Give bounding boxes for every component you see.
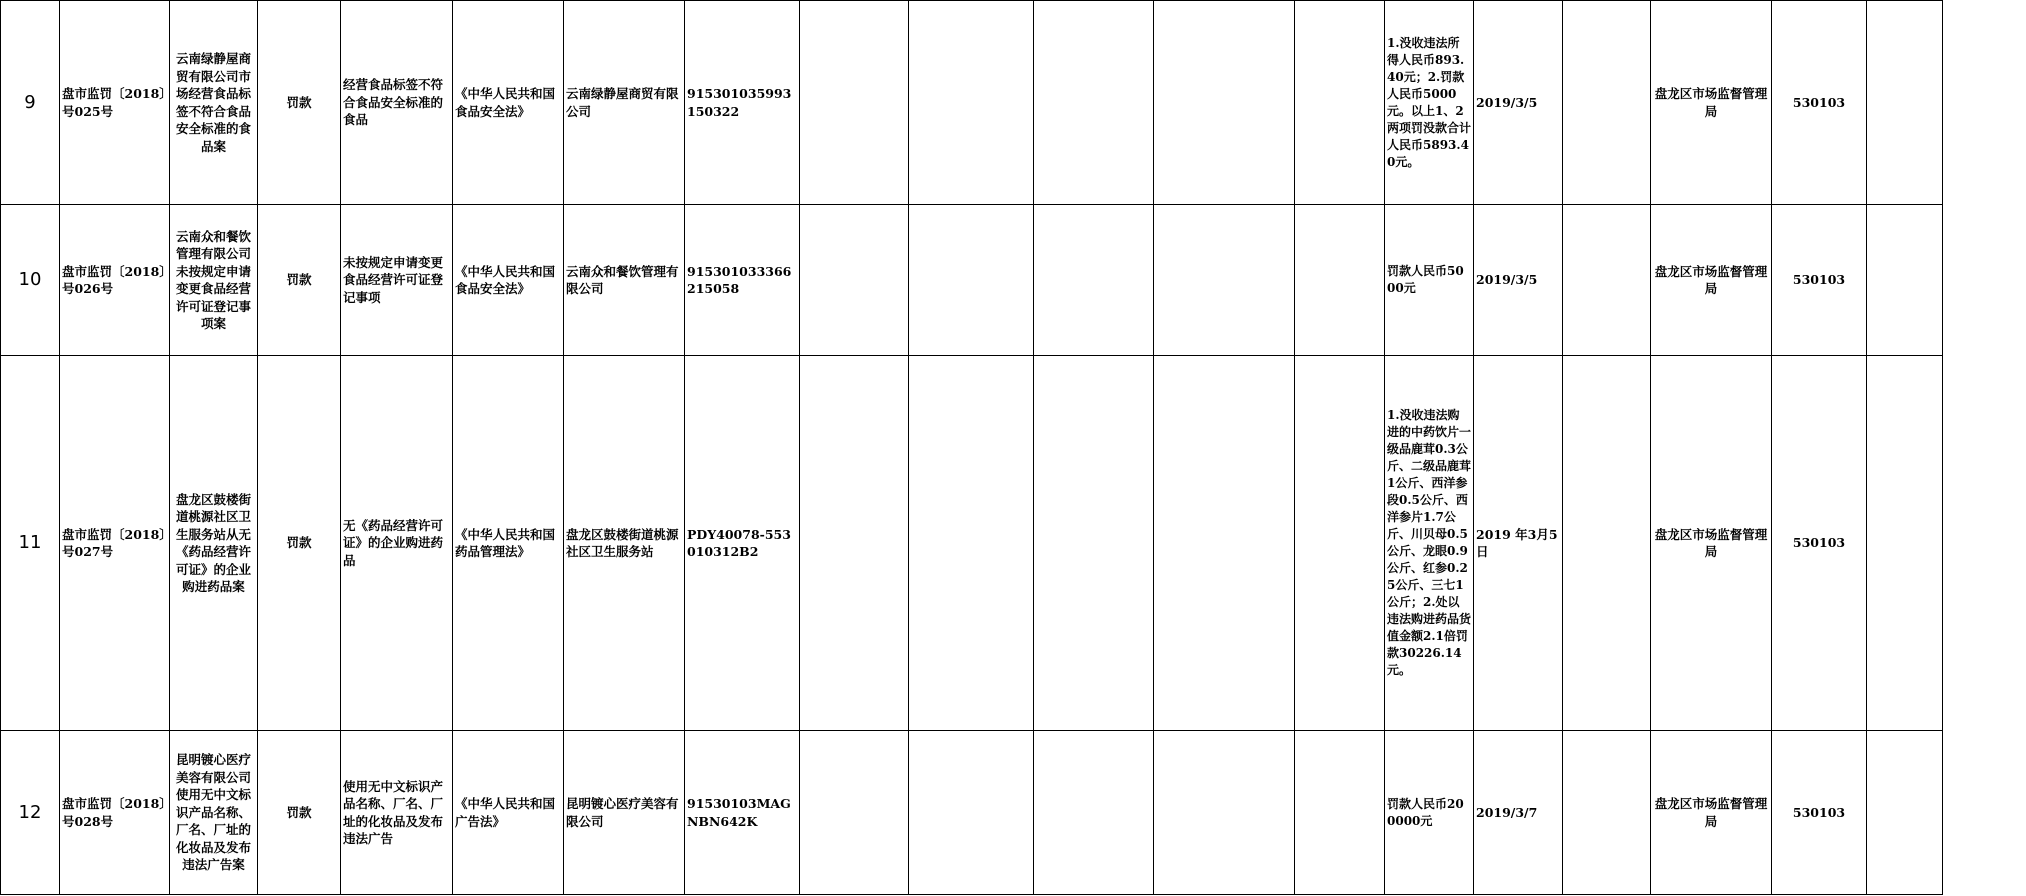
row-case-name: 盘龙区鼓楼街道桃源社区卫生服务站从无《药品经营许可证》的企业购进药品案 [170, 356, 258, 731]
empty-cell [1867, 205, 1943, 356]
row-credit-code: PDY40078-553010312B2 [685, 356, 800, 731]
empty-cell [1563, 1, 1651, 205]
row-party: 云南众和餐饮管理有限公司 [564, 205, 685, 356]
empty-cell [1034, 1, 1154, 205]
empty-cell [1563, 205, 1651, 356]
table-row [1, 1, 1943, 205]
row-law: 《中华人民共和国药品管理法》 [453, 356, 564, 731]
row-doc-no: 盘市监罚〔2018〕号027号 [60, 356, 170, 731]
row-law: 《中华人民共和国广告法》 [453, 731, 564, 895]
row-seq: 11 [1, 356, 60, 731]
empty-cell [1295, 356, 1385, 731]
row-authority: 盘龙区市场监督管理局 [1651, 205, 1772, 356]
empty-cell [1563, 356, 1651, 731]
row-credit-code: 915301033366215058 [685, 205, 800, 356]
row-party: 云南绿静屋商贸有限公司 [564, 1, 685, 205]
row-decision-date: 2019/3/7 [1474, 731, 1563, 895]
table-row [1, 205, 1943, 356]
row-seq: 9 [1, 1, 60, 205]
row-authority: 盘龙区市场监督管理局 [1651, 731, 1772, 895]
empty-cell [1034, 356, 1154, 731]
row-doc-no: 盘市监罚〔2018〕号026号 [60, 205, 170, 356]
row-penalty-content: 罚款人民币5000元 [1385, 205, 1474, 356]
empty-cell [1154, 1, 1295, 205]
empty-cell [1295, 1, 1385, 205]
row-decision-date: 2019/3/5 [1474, 1, 1563, 205]
empty-cell [1295, 731, 1385, 895]
empty-cell [1034, 731, 1154, 895]
empty-cell [1034, 205, 1154, 356]
empty-cell [1867, 356, 1943, 731]
row-area-code: 530103 [1772, 205, 1867, 356]
row-decision-date: 2019/3/5 [1474, 205, 1563, 356]
row-penalty-type: 罚款 [258, 356, 341, 731]
row-penalty-content: 1.没收违法所得人民币893.40元；2.罚款人民币5000元。以上1、2两项罚没款合计人民币5893.40元。 [1385, 1, 1474, 205]
row-penalty-type: 罚款 [258, 1, 341, 205]
row-penalty-content: 1.没收违法购进的中药饮片一级品鹿茸0.3公斤、二级品鹿茸1公斤、西洋参段0.5公斤、西洋参片1.7公斤、川贝母0.5公斤、龙眼0.9公斤、红参0.25公斤、三七1公斤；2.处以违法购进药品货值金额2.1倍罚款30226.14元。 [1385, 356, 1474, 731]
row-violation: 无《药品经营许可证》的企业购进药品 [341, 356, 453, 731]
row-doc-no: 盘市监罚〔2018〕号025号 [60, 1, 170, 205]
row-party: 盘龙区鼓楼街道桃源社区卫生服务站 [564, 356, 685, 731]
row-seq: 12 [1, 731, 60, 895]
empty-cell [1154, 356, 1295, 731]
empty-cell [1154, 205, 1295, 356]
empty-cell [909, 731, 1034, 895]
table-row [1, 731, 1943, 895]
row-doc-no: 盘市监罚〔2018〕号028号 [60, 731, 170, 895]
row-area-code: 530103 [1772, 356, 1867, 731]
row-authority: 盘龙区市场监督管理局 [1651, 356, 1772, 731]
empty-cell [1867, 731, 1943, 895]
row-law: 《中华人民共和国食品安全法》 [453, 1, 564, 205]
empty-cell [1154, 731, 1295, 895]
row-law: 《中华人民共和国食品安全法》 [453, 205, 564, 356]
row-credit-code: 91530103MAGNBN642K [685, 731, 800, 895]
empty-cell [800, 356, 909, 731]
row-decision-date: 2019 年3月5日 [1474, 356, 1563, 731]
empty-cell [1563, 731, 1651, 895]
row-credit-code: 915301035993150322 [685, 1, 800, 205]
table-row [1, 356, 1943, 731]
row-penalty-type: 罚款 [258, 205, 341, 356]
empty-cell [1295, 205, 1385, 356]
empty-cell [1867, 1, 1943, 205]
row-penalty-content: 罚款人民币200000元 [1385, 731, 1474, 895]
empty-cell [800, 1, 909, 205]
row-case-name: 云南绿静屋商贸有限公司市场经营食品标签不符合食品安全标准的食品案 [170, 1, 258, 205]
empty-cell [800, 205, 909, 356]
empty-cell [800, 731, 909, 895]
empty-cell [909, 356, 1034, 731]
row-seq: 10 [1, 205, 60, 356]
row-violation: 未按规定申请变更食品经营许可证登记事项 [341, 205, 453, 356]
empty-cell [909, 1, 1034, 205]
row-violation: 使用无中文标识产品名称、厂名、厂址的化妆品及发布违法广告 [341, 731, 453, 895]
row-case-name: 云南众和餐饮管理有限公司未按规定申请变更食品经营许可证登记事项案 [170, 205, 258, 356]
row-area-code: 530103 [1772, 1, 1867, 205]
row-party: 昆明镀心医疗美容有限公司 [564, 731, 685, 895]
row-area-code: 530103 [1772, 731, 1867, 895]
row-violation: 经营食品标签不符合食品安全标准的食品 [341, 1, 453, 205]
row-authority: 盘龙区市场监督管理局 [1651, 1, 1772, 205]
row-case-name: 昆明镀心医疗美容有限公司使用无中文标识产品名称、厂名、厂址的化妆品及发布违法广告案 [170, 731, 258, 895]
empty-cell [909, 205, 1034, 356]
row-penalty-type: 罚款 [258, 731, 341, 895]
